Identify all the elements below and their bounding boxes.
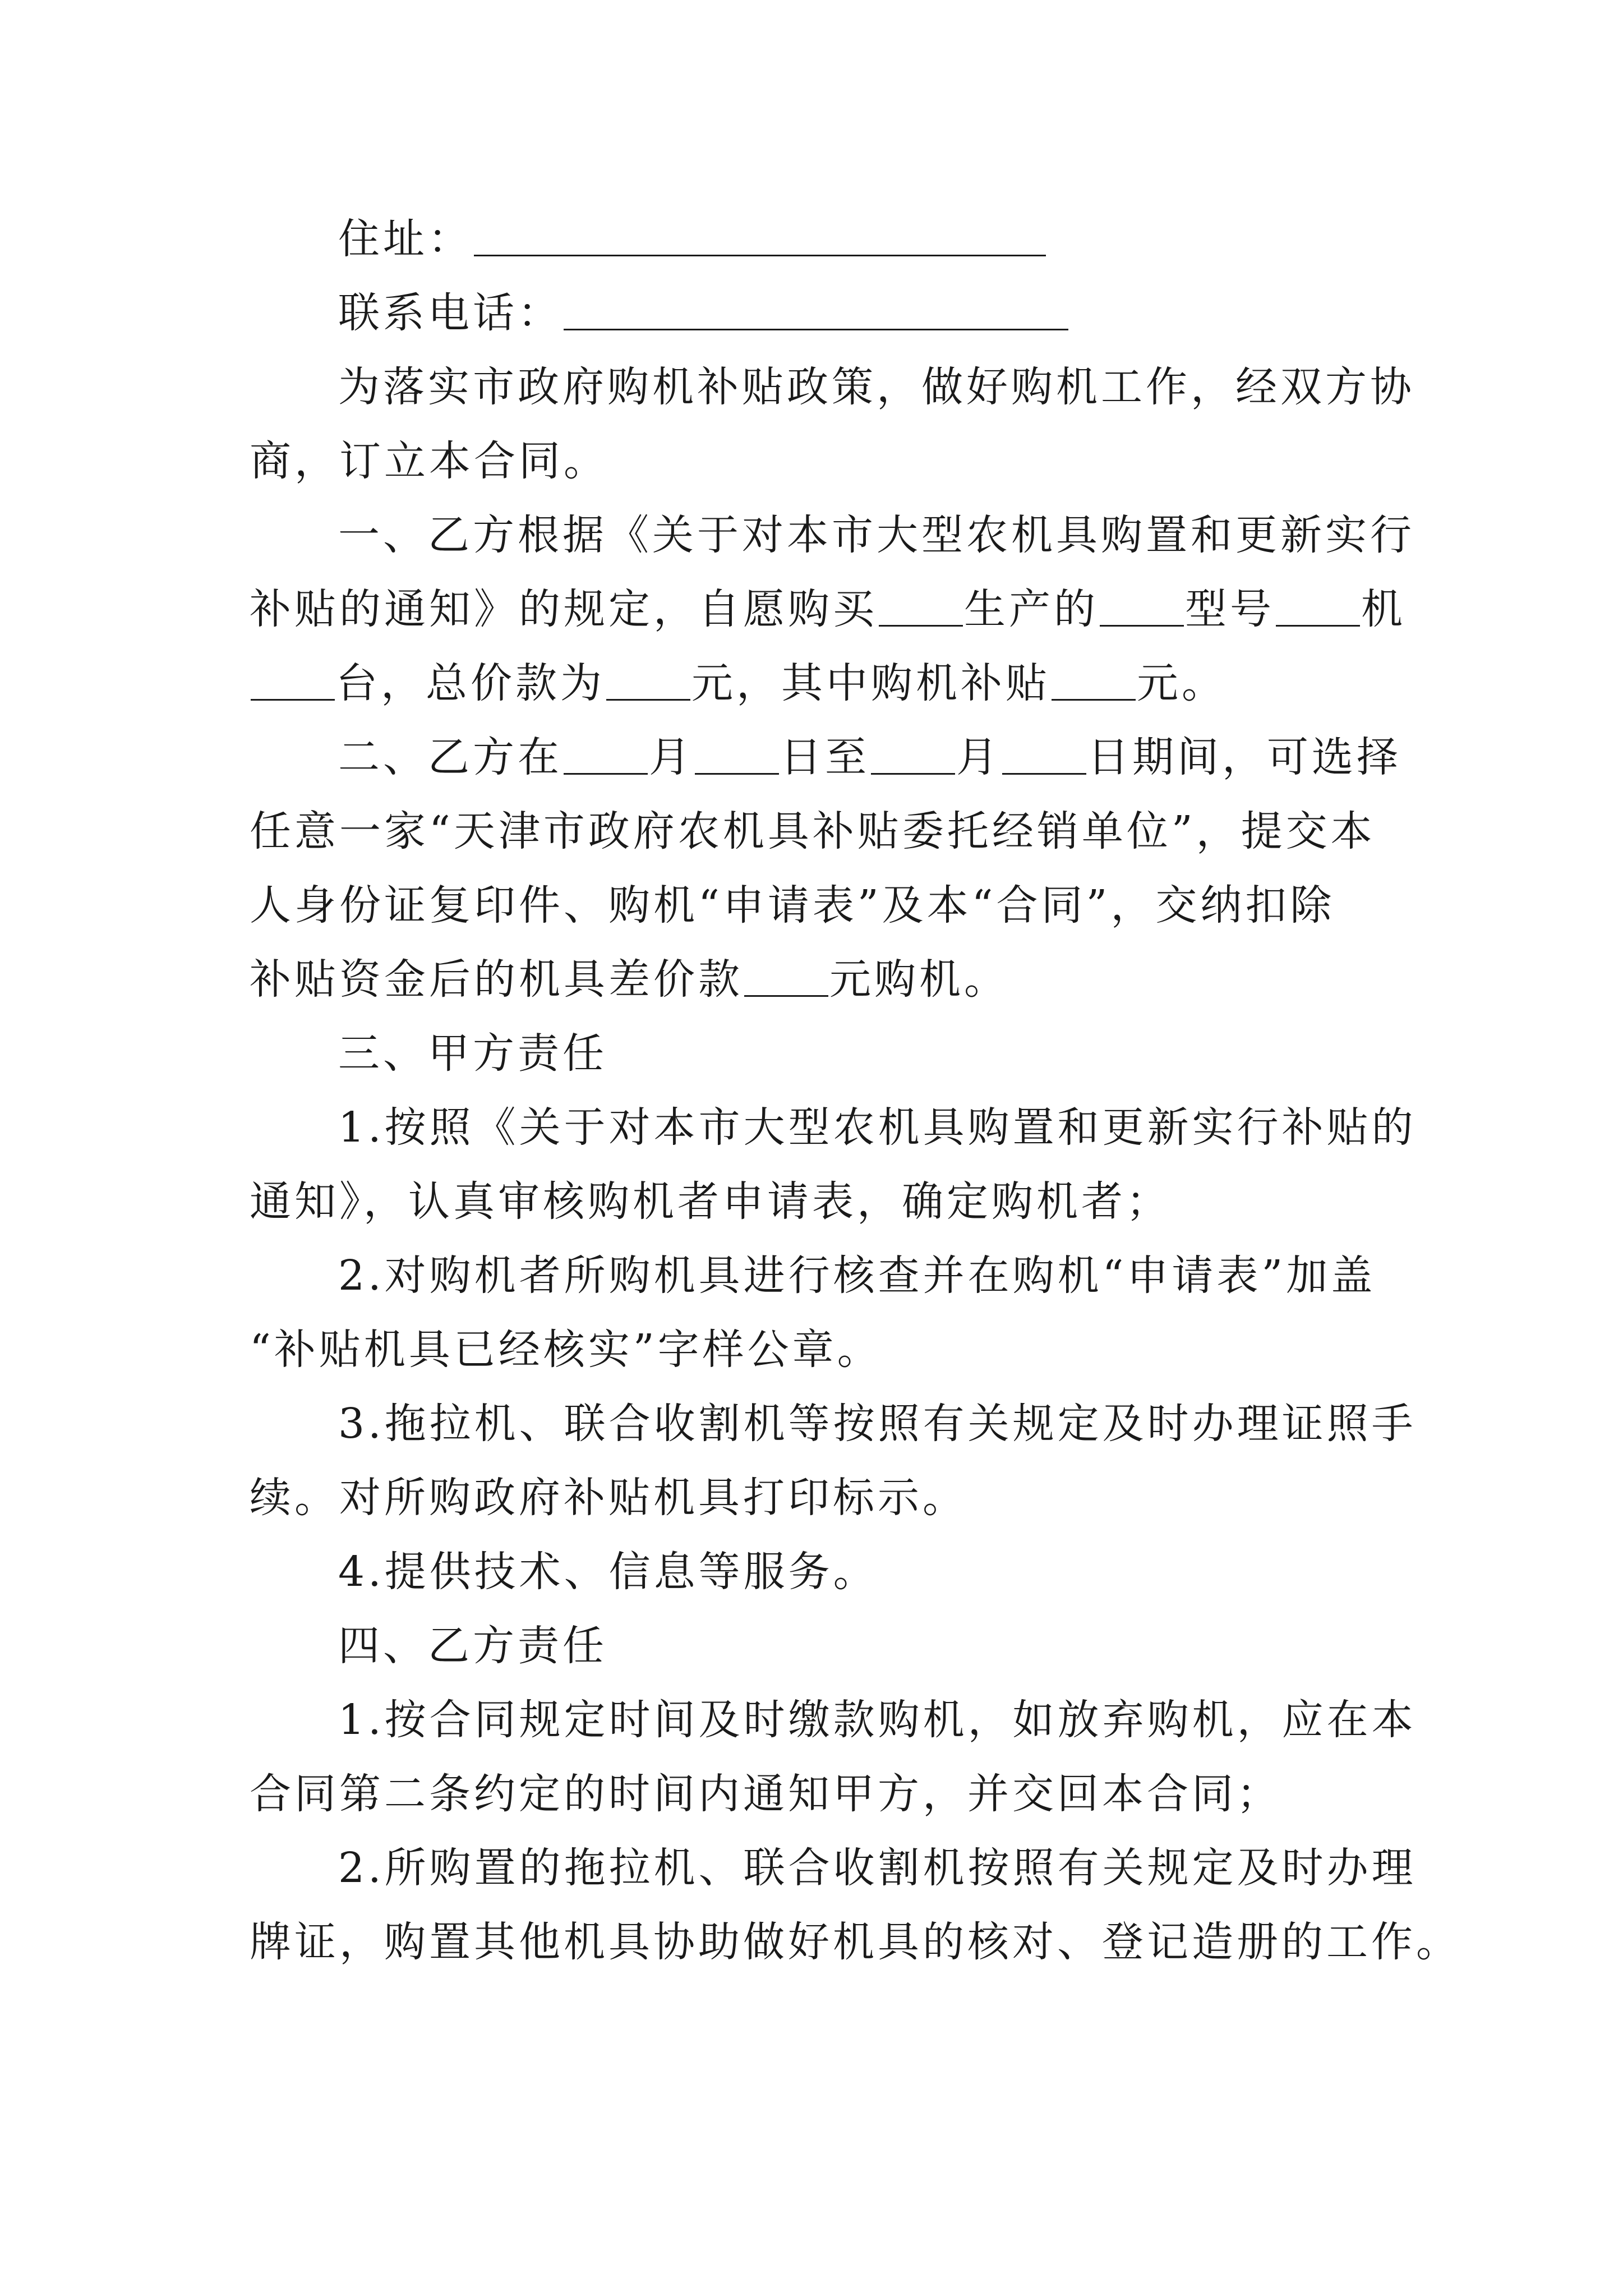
address-label: 住址： xyxy=(338,215,473,263)
total-price-blank xyxy=(606,660,690,701)
clause4-item-2-cont: 牌证，购置其他机具协助做好机具的核对、登记造册的工作。 xyxy=(250,1918,1461,1966)
clause2-line-3: 人身份证复印件、购机“申请表”及本“合同”，交纳扣除 xyxy=(250,881,1335,930)
clause1-text: 补贴的通知》的规定，自愿购买 xyxy=(250,585,878,633)
clause1-text: 元，其中购机补贴 xyxy=(691,659,1050,707)
clause3-item-4: 4.提供技术、信息等服务。 xyxy=(338,1548,878,1596)
clause2-line-2: 任意一家“天津市政府农机具补贴委托经销单位”，提交本 xyxy=(250,807,1376,855)
clause2-text: 补贴资金后的机具差价款 xyxy=(250,955,743,1004)
clause4-item-1-cont: 合同第二条约定的时间内通知甲方，并交回本合同； xyxy=(250,1770,1281,1818)
address-line xyxy=(250,202,1382,276)
clause4-item-1: 1.按合同规定时间及时缴款购机，如放弃购机，应在本 xyxy=(338,1696,1417,1744)
clause3-item-3: 3.拖拉机、联合收割机等按照有关规定及时办理证照手 xyxy=(338,1400,1417,1448)
manufacturer-blank xyxy=(879,586,963,627)
subsidy-blank xyxy=(1052,660,1136,701)
clause1-text: 生产的 xyxy=(964,585,1099,633)
clause1-line-3 xyxy=(250,646,1382,720)
clause2-text: 元购机。 xyxy=(829,955,1009,1004)
phone-line xyxy=(250,276,1382,350)
machine-blank xyxy=(1276,586,1360,627)
clause3-heading: 三、甲方责任 xyxy=(338,1029,607,1078)
clause1-line-2 xyxy=(250,572,1406,646)
address-blank xyxy=(474,215,1046,256)
clause3-item-2-cont: “补贴机具已经核实”字样公章。 xyxy=(250,1326,882,1374)
clause2-text: 日至 xyxy=(780,733,870,781)
clause1-text: 机 xyxy=(1361,585,1406,633)
model-blank xyxy=(1100,586,1184,627)
clause2-text: 月 xyxy=(649,733,694,781)
clause2-text: 日期间，可选择 xyxy=(1087,733,1401,781)
clause3-item-2: 2.对购机者所购机具进行核查并在购机“申请表”加盖 xyxy=(338,1251,1376,1300)
clause1-text: 元。 xyxy=(1137,659,1227,707)
start-day-blank xyxy=(695,734,779,775)
clause2-line-1 xyxy=(250,720,1401,794)
quantity-blank xyxy=(251,660,335,701)
clause1-text: 台，总价款为 xyxy=(336,659,605,707)
clause1-text: 型号 xyxy=(1185,585,1275,633)
clause4-heading: 四、乙方责任 xyxy=(338,1622,607,1670)
intro-line-2: 商，订立本合同。 xyxy=(250,437,608,485)
clause2-text: 月 xyxy=(956,733,1001,781)
intro-line-1: 为落实市政府购机补贴政策，做好购机工作，经双方协 xyxy=(338,363,1415,411)
clause4-item-2: 2.所购置的拖拉机、联合收割机按照有关规定及时办理 xyxy=(338,1844,1417,1892)
clause2-text: 二、乙方在 xyxy=(338,733,562,781)
end-month-blank xyxy=(871,734,955,775)
clause3-item-1: 1.按照《关于对本市大型农机具购置和更新实行补贴的 xyxy=(338,1103,1417,1152)
phone-label: 联系电话： xyxy=(338,289,562,337)
clause2-line-4 xyxy=(250,942,1382,1016)
clause3-item-1-cont: 通知》，认真审核购机者申请表，确定购机者； xyxy=(250,1177,1171,1226)
clause3-item-3-cont: 续。对所购政府补贴机具打印标示。 xyxy=(250,1474,967,1522)
document-body xyxy=(250,202,1461,1979)
start-month-blank xyxy=(564,734,648,775)
balance-blank xyxy=(744,956,828,997)
clause1-line-1: 一、乙方根据《关于对本市大型农机具购置和更新实行 xyxy=(338,511,1415,559)
phone-blank xyxy=(564,289,1068,330)
end-day-blank xyxy=(1002,734,1086,775)
